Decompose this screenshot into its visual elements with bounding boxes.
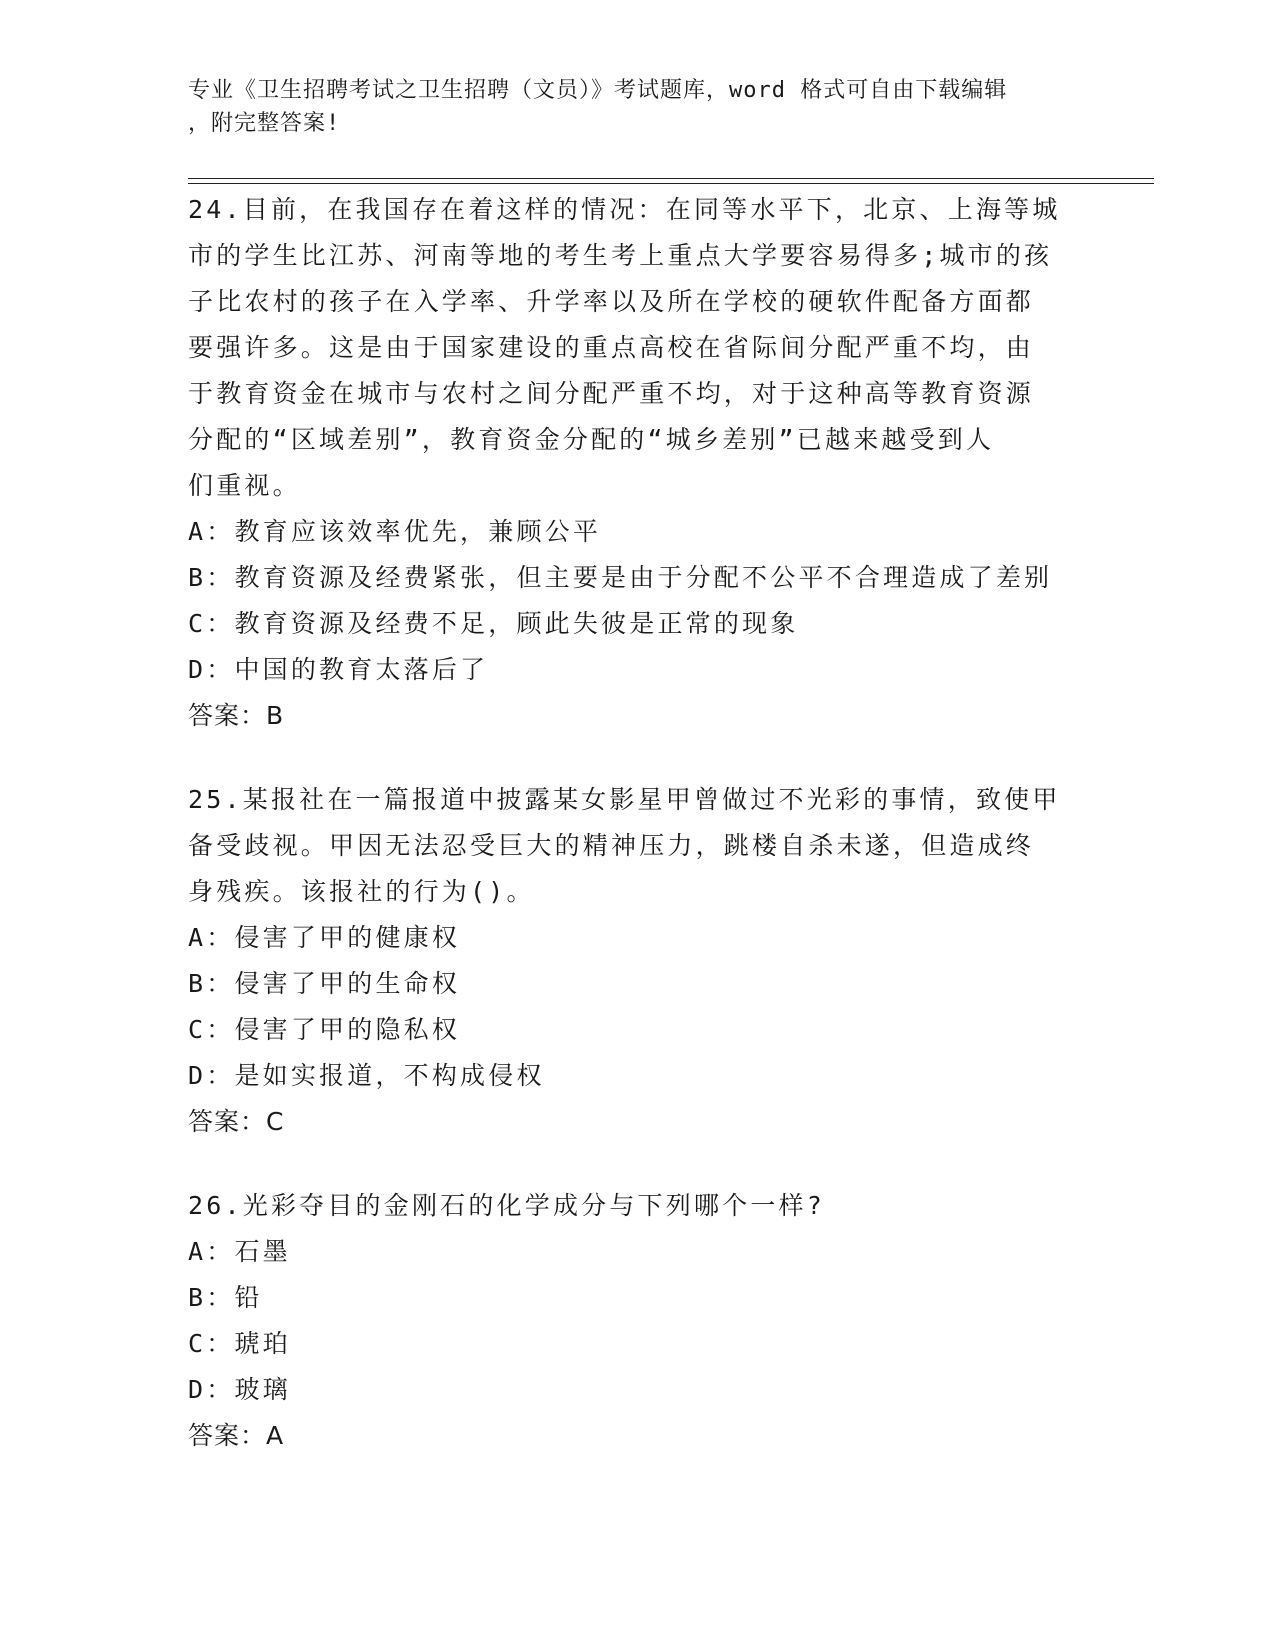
option-c: C：侵害了甲的隐私权 [188,1015,461,1044]
document-header [188,74,1068,140]
header-line-1: 专业《卫生招聘考试之卫生招聘（文员）》考试题库，word 格式可自由下载编辑 [188,78,1008,103]
header-line-2: ，附完整答案! [188,111,341,136]
option-b: B：铅 [188,1283,263,1312]
option-a: A：石墨 [188,1237,291,1266]
question-text-line: 子比农村的孩子在入学率、升学率以及所在学校的硬软件配备方面都 [188,287,1035,316]
answer-line: 答案：B [188,701,285,730]
header-divider-top [188,178,1154,179]
question-26 [188,1183,1088,1459]
question-text-line: 要强许多。这是由于国家建设的重点高校在省际间分配严重不均，由 [188,333,1035,362]
answer-line: 答案：C [188,1107,285,1136]
question-text-line: 24.目前，在我国存在着这样的情况：在同等水平下，北京、上海等城 [188,195,1061,224]
question-list [188,187,1088,1497]
question-text-line: 25.某报社在一篇报道中披露某女影星甲曾做过不光彩的事情，致使甲 [188,785,1061,814]
option-d: D：是如实报道，不构成侵权 [188,1061,545,1090]
header-divider-bottom [188,183,1154,184]
question-text-line: 市的学生比江苏、河南等地的考生考上重点大学要容易得多;城市的孩 [188,241,1053,270]
option-a: A：教育应该效率优先，兼顾公平 [188,517,602,546]
option-b: B：教育资源及经费紧张，但主要是由于分配不公平不合理造成了差别 [188,563,1053,592]
question-text-line: 备受歧视。甲因无法忍受巨大的精神压力，跳楼自杀未遂，但造成终 [188,831,1035,860]
question-text-line: 26.光彩夺目的金刚石的化学成分与下列哪个一样? [188,1191,826,1220]
question-text-line: 于教育资金在城市与农村之间分配严重不均，对于这种高等教育资源 [188,379,1035,408]
question-25 [188,777,1088,1145]
option-b: B：侵害了甲的生命权 [188,969,461,998]
answer-line: 答案：A [188,1421,285,1450]
question-24 [188,187,1088,739]
question-text-line: 们重视。 [188,471,301,500]
option-c: C：教育资源及经费不足，顾此失彼是正常的现象 [188,609,799,638]
question-text-line: 身残疾。该报社的行为()。 [188,877,535,906]
option-c: C：琥珀 [188,1329,291,1358]
option-a: A：侵害了甲的健康权 [188,923,461,952]
option-d: D：玻璃 [188,1375,291,1404]
option-d: D：中国的教育太落后了 [188,655,489,684]
question-text-line: 分配的“区域差别”，教育资金分配的“城乡差别”已越来越受到人 [188,425,995,454]
